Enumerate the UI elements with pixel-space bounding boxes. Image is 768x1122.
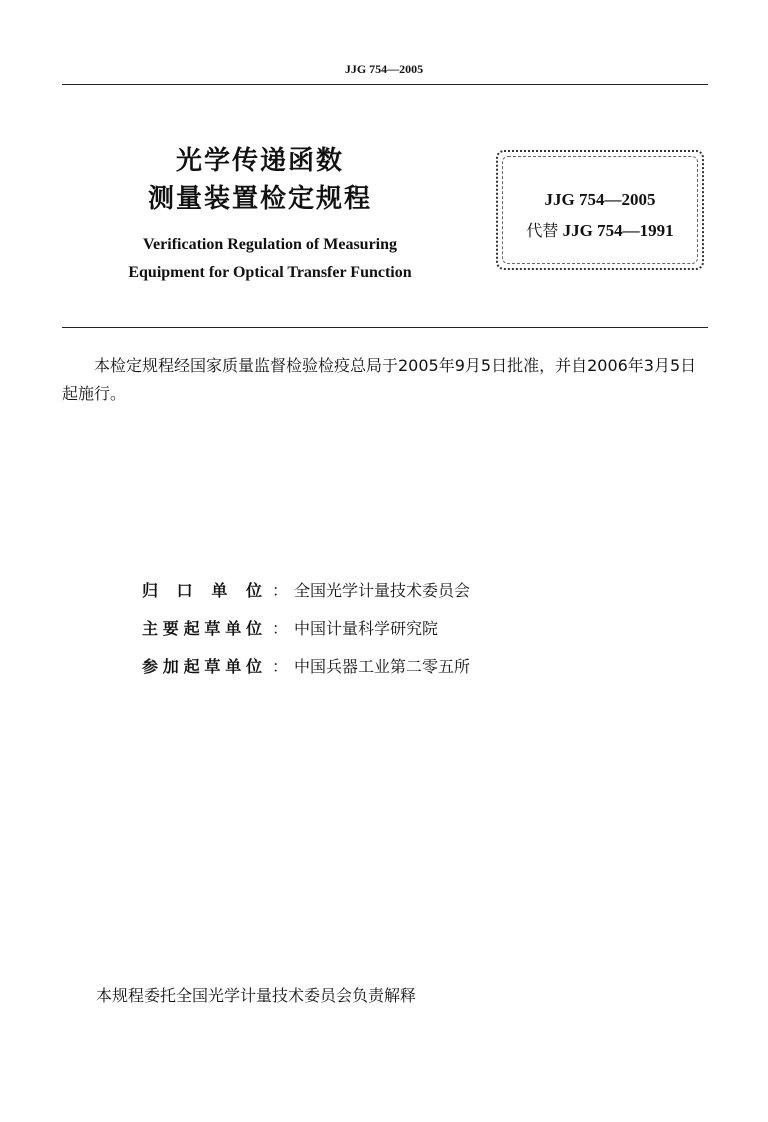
approval-statement: 本检定规程经国家质量监督检验检疫总局于2005年9月5日批准，并自2006年3月5日起施行。 — [62, 356, 697, 403]
unit-row-participating — [142, 654, 470, 692]
replaces-prefix: 代替 — [526, 221, 559, 240]
code-box-inner-border — [502, 156, 698, 264]
unit-value: 中国计量科学研究院 — [294, 619, 439, 638]
unit-row-responsible — [142, 578, 470, 616]
unit-label: 主 要 起 草 单 位 — [142, 619, 262, 638]
unit-value: 全国光学计量技术委员会 — [294, 581, 471, 600]
unit-separator: ： — [272, 657, 289, 676]
unit-separator: ： — [272, 581, 289, 600]
code-box-code: JJG 754—2005 — [544, 190, 656, 209]
title-chinese-line-1: 光学传递函数 — [175, 146, 344, 176]
title-chinese-line-2: 测量装置检定规程 — [147, 184, 372, 214]
code-box-replaces — [498, 218, 702, 241]
title-divider — [62, 327, 708, 328]
unit-separator: ： — [272, 619, 289, 638]
unit-label: 归 口 单 位 — [142, 581, 262, 600]
title-english-line-1: Verification Regulation of Measuring — [142, 236, 398, 253]
header-divider — [62, 84, 708, 85]
unit-row-main-drafting — [142, 616, 470, 654]
drafting-units — [142, 578, 470, 692]
unit-value: 中国兵器工业第二零五所 — [294, 657, 471, 676]
standard-code-box — [496, 150, 704, 270]
title-english-line-2: Equipment for Optical Transfer Function — [128, 264, 412, 281]
replaces-code: JJG 754—1991 — [562, 221, 674, 240]
interpretation-note: 本规程委托全国光学计量技术委员会负责解释 — [96, 986, 417, 1005]
header-standard-code: JJG 754—2005 — [344, 62, 424, 76]
unit-label: 参 加 起 草 单 位 — [142, 657, 262, 676]
